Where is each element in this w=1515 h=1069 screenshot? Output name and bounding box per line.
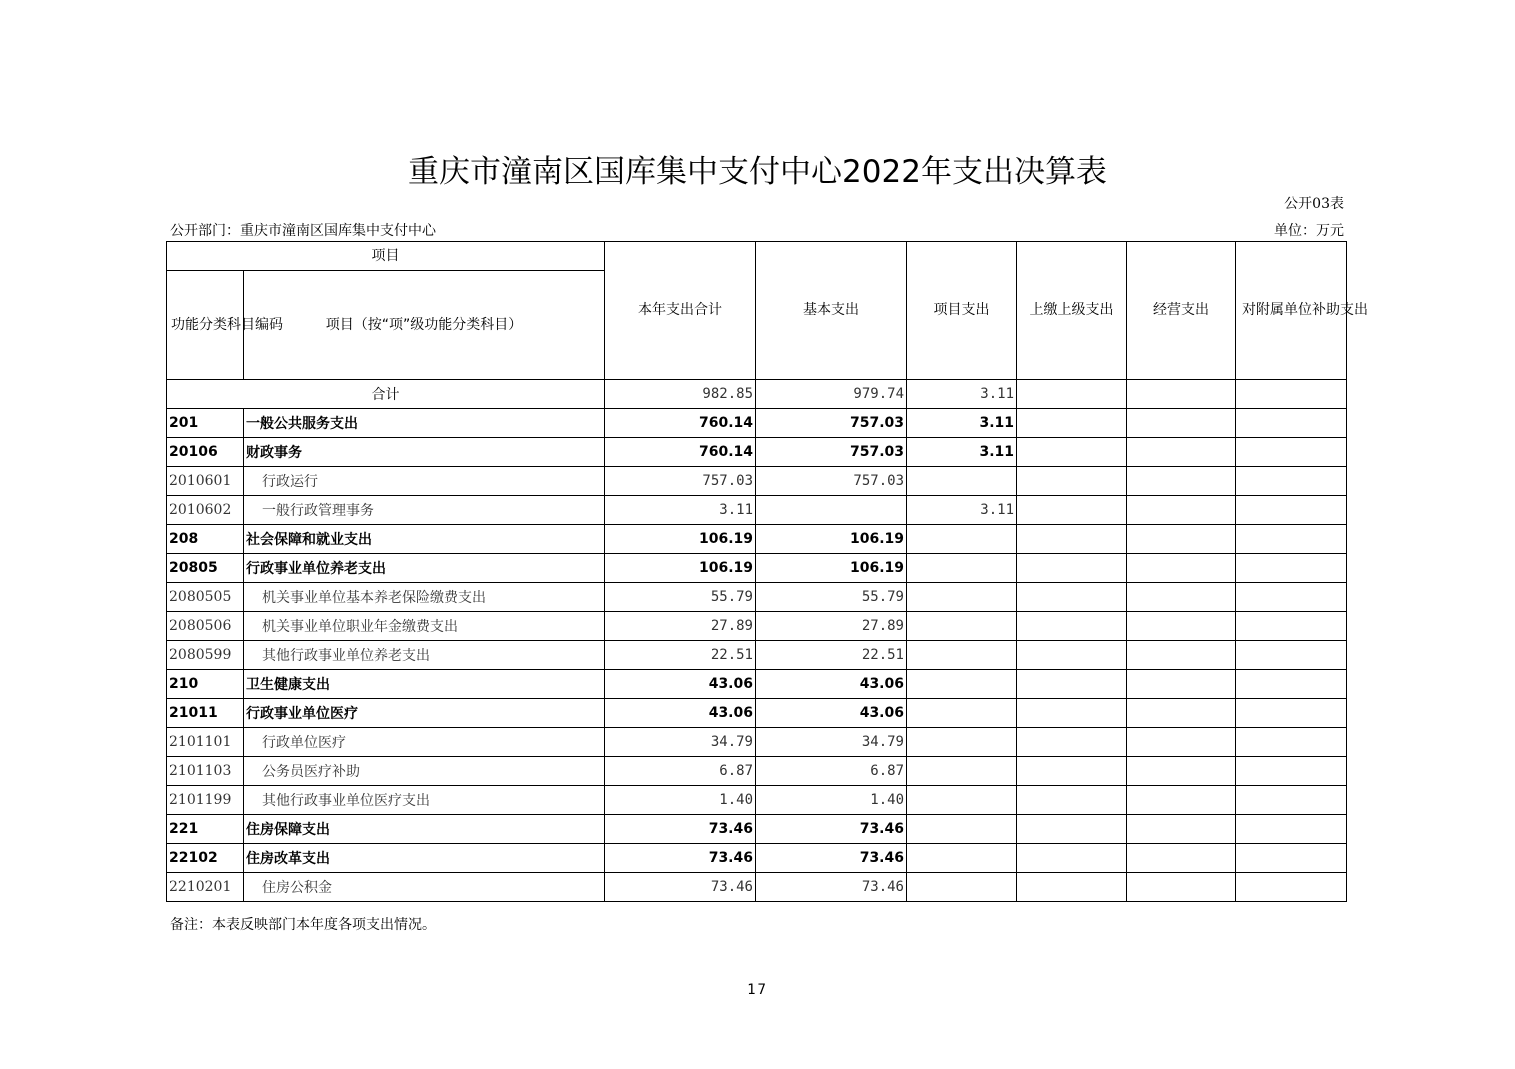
page-number: 17: [747, 982, 768, 998]
row-business: [1127, 815, 1236, 844]
row-project: [907, 844, 1017, 873]
row-business: [1127, 670, 1236, 699]
table-row: [167, 612, 1347, 641]
row-business: [1127, 786, 1236, 815]
table-row: [167, 728, 1347, 757]
row-project: 3.11: [907, 438, 1017, 467]
row-business: [1127, 583, 1236, 612]
row-basic: 55.79: [756, 583, 907, 612]
row-total: 106.19: [605, 554, 756, 583]
row-code: 221: [167, 815, 244, 844]
page-title: 重庆市潼南区国库集中支付中心2022年支出决算表: [408, 154, 1107, 190]
row-basic: 757.03: [756, 467, 907, 496]
row-subsidy: [1236, 873, 1347, 902]
row-total: 6.87: [605, 757, 756, 786]
row-upper: [1017, 583, 1127, 612]
row-name: 行政运行: [244, 467, 605, 496]
row-subsidy: [1236, 612, 1347, 641]
row-basic: 43.06: [756, 670, 907, 699]
row-basic: 27.89: [756, 612, 907, 641]
table-row: [167, 699, 1347, 728]
row-subsidy: [1236, 641, 1347, 670]
row-project: [907, 728, 1017, 757]
row-upper: [1017, 496, 1127, 525]
row-code: 22102: [167, 844, 244, 873]
row-name: 机关事业单位基本养老保险缴费支出: [244, 583, 605, 612]
row-subsidy: [1236, 844, 1347, 873]
table-row: [167, 438, 1347, 467]
total-label: 合计: [167, 380, 605, 409]
row-business: [1127, 612, 1236, 641]
row-upper: [1017, 612, 1127, 641]
row-total: 22.51: [605, 641, 756, 670]
row-basic: 43.06: [756, 699, 907, 728]
total-project: 3.11: [907, 380, 1017, 409]
expenditure-table: [166, 241, 1368, 902]
row-upper: [1017, 844, 1127, 873]
row-project: [907, 583, 1017, 612]
row-code: 2210201: [167, 873, 244, 902]
row-project: 3.11: [907, 496, 1017, 525]
header-total: 本年支出合计: [605, 242, 756, 380]
row-name: 住房公积金: [244, 873, 605, 902]
row-total: 760.14: [605, 409, 756, 438]
row-code: 208: [167, 525, 244, 554]
row-total: 55.79: [605, 583, 756, 612]
row-upper: [1017, 670, 1127, 699]
row-basic: 73.46: [756, 815, 907, 844]
row-subsidy: [1236, 583, 1347, 612]
row-upper: [1017, 467, 1127, 496]
table-row: [167, 641, 1347, 670]
table-row: [167, 554, 1347, 583]
row-total: 73.46: [605, 815, 756, 844]
total-basic: 979.74: [756, 380, 907, 409]
row-code: 2080505: [167, 583, 244, 612]
row-project: [907, 786, 1017, 815]
row-business: [1127, 699, 1236, 728]
header-item-group: 项目: [167, 242, 605, 271]
row-upper: [1017, 873, 1127, 902]
row-project: [907, 467, 1017, 496]
row-project: [907, 554, 1017, 583]
header-business: 经营支出: [1127, 242, 1236, 380]
table-row: [167, 873, 1347, 902]
row-total: 760.14: [605, 438, 756, 467]
row-basic: [756, 496, 907, 525]
row-project: [907, 525, 1017, 554]
row-business: [1127, 757, 1236, 786]
total-subsidy: [1236, 380, 1347, 409]
row-name: 一般行政管理事务: [244, 496, 605, 525]
row-total: 73.46: [605, 873, 756, 902]
header-upper: 上缴上级支出: [1017, 242, 1127, 380]
department-label: 公开部门：重庆市潼南区国库集中支付中心: [170, 223, 436, 239]
row-upper: [1017, 786, 1127, 815]
row-subsidy: [1236, 496, 1347, 525]
unit-label: 单位：万元: [1274, 223, 1344, 239]
row-basic: 757.03: [756, 438, 907, 467]
row-total: 43.06: [605, 670, 756, 699]
row-upper: [1017, 728, 1127, 757]
row-name: 机关事业单位职业年金缴费支出: [244, 612, 605, 641]
row-subsidy: [1236, 786, 1347, 815]
table-row: [167, 409, 1347, 438]
row-code: 2101101: [167, 728, 244, 757]
row-business: [1127, 409, 1236, 438]
row-project: [907, 670, 1017, 699]
row-name: 社会保障和就业支出: [244, 525, 605, 554]
row-subsidy: [1236, 525, 1347, 554]
row-name: 行政单位医疗: [244, 728, 605, 757]
row-upper: [1017, 815, 1127, 844]
row-upper: [1017, 699, 1127, 728]
row-code: 20805: [167, 554, 244, 583]
row-name: 其他行政事业单位养老支出: [244, 641, 605, 670]
row-subsidy: [1236, 467, 1347, 496]
row-name: 住房改革支出: [244, 844, 605, 873]
total-upper: [1017, 380, 1127, 409]
row-upper: [1017, 554, 1127, 583]
row-total: 757.03: [605, 467, 756, 496]
row-total: 3.11: [605, 496, 756, 525]
row-project: [907, 641, 1017, 670]
row-total: 73.46: [605, 844, 756, 873]
row-project: 3.11: [907, 409, 1017, 438]
table-row: [167, 757, 1347, 786]
row-business: [1127, 496, 1236, 525]
row-project: [907, 873, 1017, 902]
row-name: 行政事业单位养老支出: [244, 554, 605, 583]
table-row: [167, 844, 1347, 873]
row-code: 20106: [167, 438, 244, 467]
row-subsidy: [1236, 670, 1347, 699]
row-basic: 1.40: [756, 786, 907, 815]
row-name: 其他行政事业单位医疗支出: [244, 786, 605, 815]
row-business: [1127, 641, 1236, 670]
row-code: 2080599: [167, 641, 244, 670]
row-upper: [1017, 641, 1127, 670]
row-basic: 73.46: [756, 844, 907, 873]
row-business: [1127, 554, 1236, 583]
row-total: 27.89: [605, 612, 756, 641]
row-project: [907, 757, 1017, 786]
total-business: [1127, 380, 1236, 409]
row-name: 财政事务: [244, 438, 605, 467]
row-basic: 757.03: [756, 409, 907, 438]
row-code: 2080506: [167, 612, 244, 641]
row-upper: [1017, 438, 1127, 467]
table-row: [167, 670, 1347, 699]
header-basic: 基本支出: [756, 242, 907, 380]
row-subsidy: [1236, 757, 1347, 786]
row-total: 106.19: [605, 525, 756, 554]
footnote: 备注：本表反映部门本年度各项支出情况。: [170, 917, 436, 933]
row-basic: 22.51: [756, 641, 907, 670]
row-code: 21011: [167, 699, 244, 728]
row-total: 34.79: [605, 728, 756, 757]
header-code: 功能分类科目编码: [167, 271, 244, 380]
row-code: 2010602: [167, 496, 244, 525]
row-project: [907, 815, 1017, 844]
table-row-total: [167, 380, 1347, 409]
table-row: [167, 525, 1347, 554]
total-amount: 982.85: [605, 380, 756, 409]
header-name: 项目（按“项”级功能分类科目）: [244, 271, 605, 380]
row-code: 2010601: [167, 467, 244, 496]
row-code: 201: [167, 409, 244, 438]
table-row: [167, 583, 1347, 612]
row-code: 2101103: [167, 757, 244, 786]
row-basic: 106.19: [756, 525, 907, 554]
row-subsidy: [1236, 699, 1347, 728]
row-name: 公务员医疗补助: [244, 757, 605, 786]
row-business: [1127, 467, 1236, 496]
table-row: [167, 786, 1347, 815]
row-total: 1.40: [605, 786, 756, 815]
row-basic: 106.19: [756, 554, 907, 583]
row-business: [1127, 728, 1236, 757]
row-code: 2101199: [167, 786, 244, 815]
row-business: [1127, 525, 1236, 554]
table-row: [167, 467, 1347, 496]
row-subsidy: [1236, 815, 1347, 844]
row-upper: [1017, 757, 1127, 786]
row-subsidy: [1236, 554, 1347, 583]
row-name: 行政事业单位医疗: [244, 699, 605, 728]
row-project: [907, 699, 1017, 728]
row-basic: 34.79: [756, 728, 907, 757]
row-project: [907, 612, 1017, 641]
row-name: 一般公共服务支出: [244, 409, 605, 438]
row-name: 卫生健康支出: [244, 670, 605, 699]
header-subsidy: 对附属单位补助支出: [1236, 242, 1347, 380]
row-upper: [1017, 525, 1127, 554]
table-row: [167, 815, 1347, 844]
row-subsidy: [1236, 409, 1347, 438]
form-number: 公开03表: [1284, 196, 1344, 212]
row-name: 住房保障支出: [244, 815, 605, 844]
row-business: [1127, 438, 1236, 467]
table-row: [167, 496, 1347, 525]
row-total: 43.06: [605, 699, 756, 728]
header-project: 项目支出: [907, 242, 1017, 380]
row-subsidy: [1236, 438, 1347, 467]
row-basic: 6.87: [756, 757, 907, 786]
row-subsidy: [1236, 728, 1347, 757]
row-basic: 73.46: [756, 873, 907, 902]
row-code: 210: [167, 670, 244, 699]
row-business: [1127, 873, 1236, 902]
row-business: [1127, 844, 1236, 873]
row-upper: [1017, 409, 1127, 438]
